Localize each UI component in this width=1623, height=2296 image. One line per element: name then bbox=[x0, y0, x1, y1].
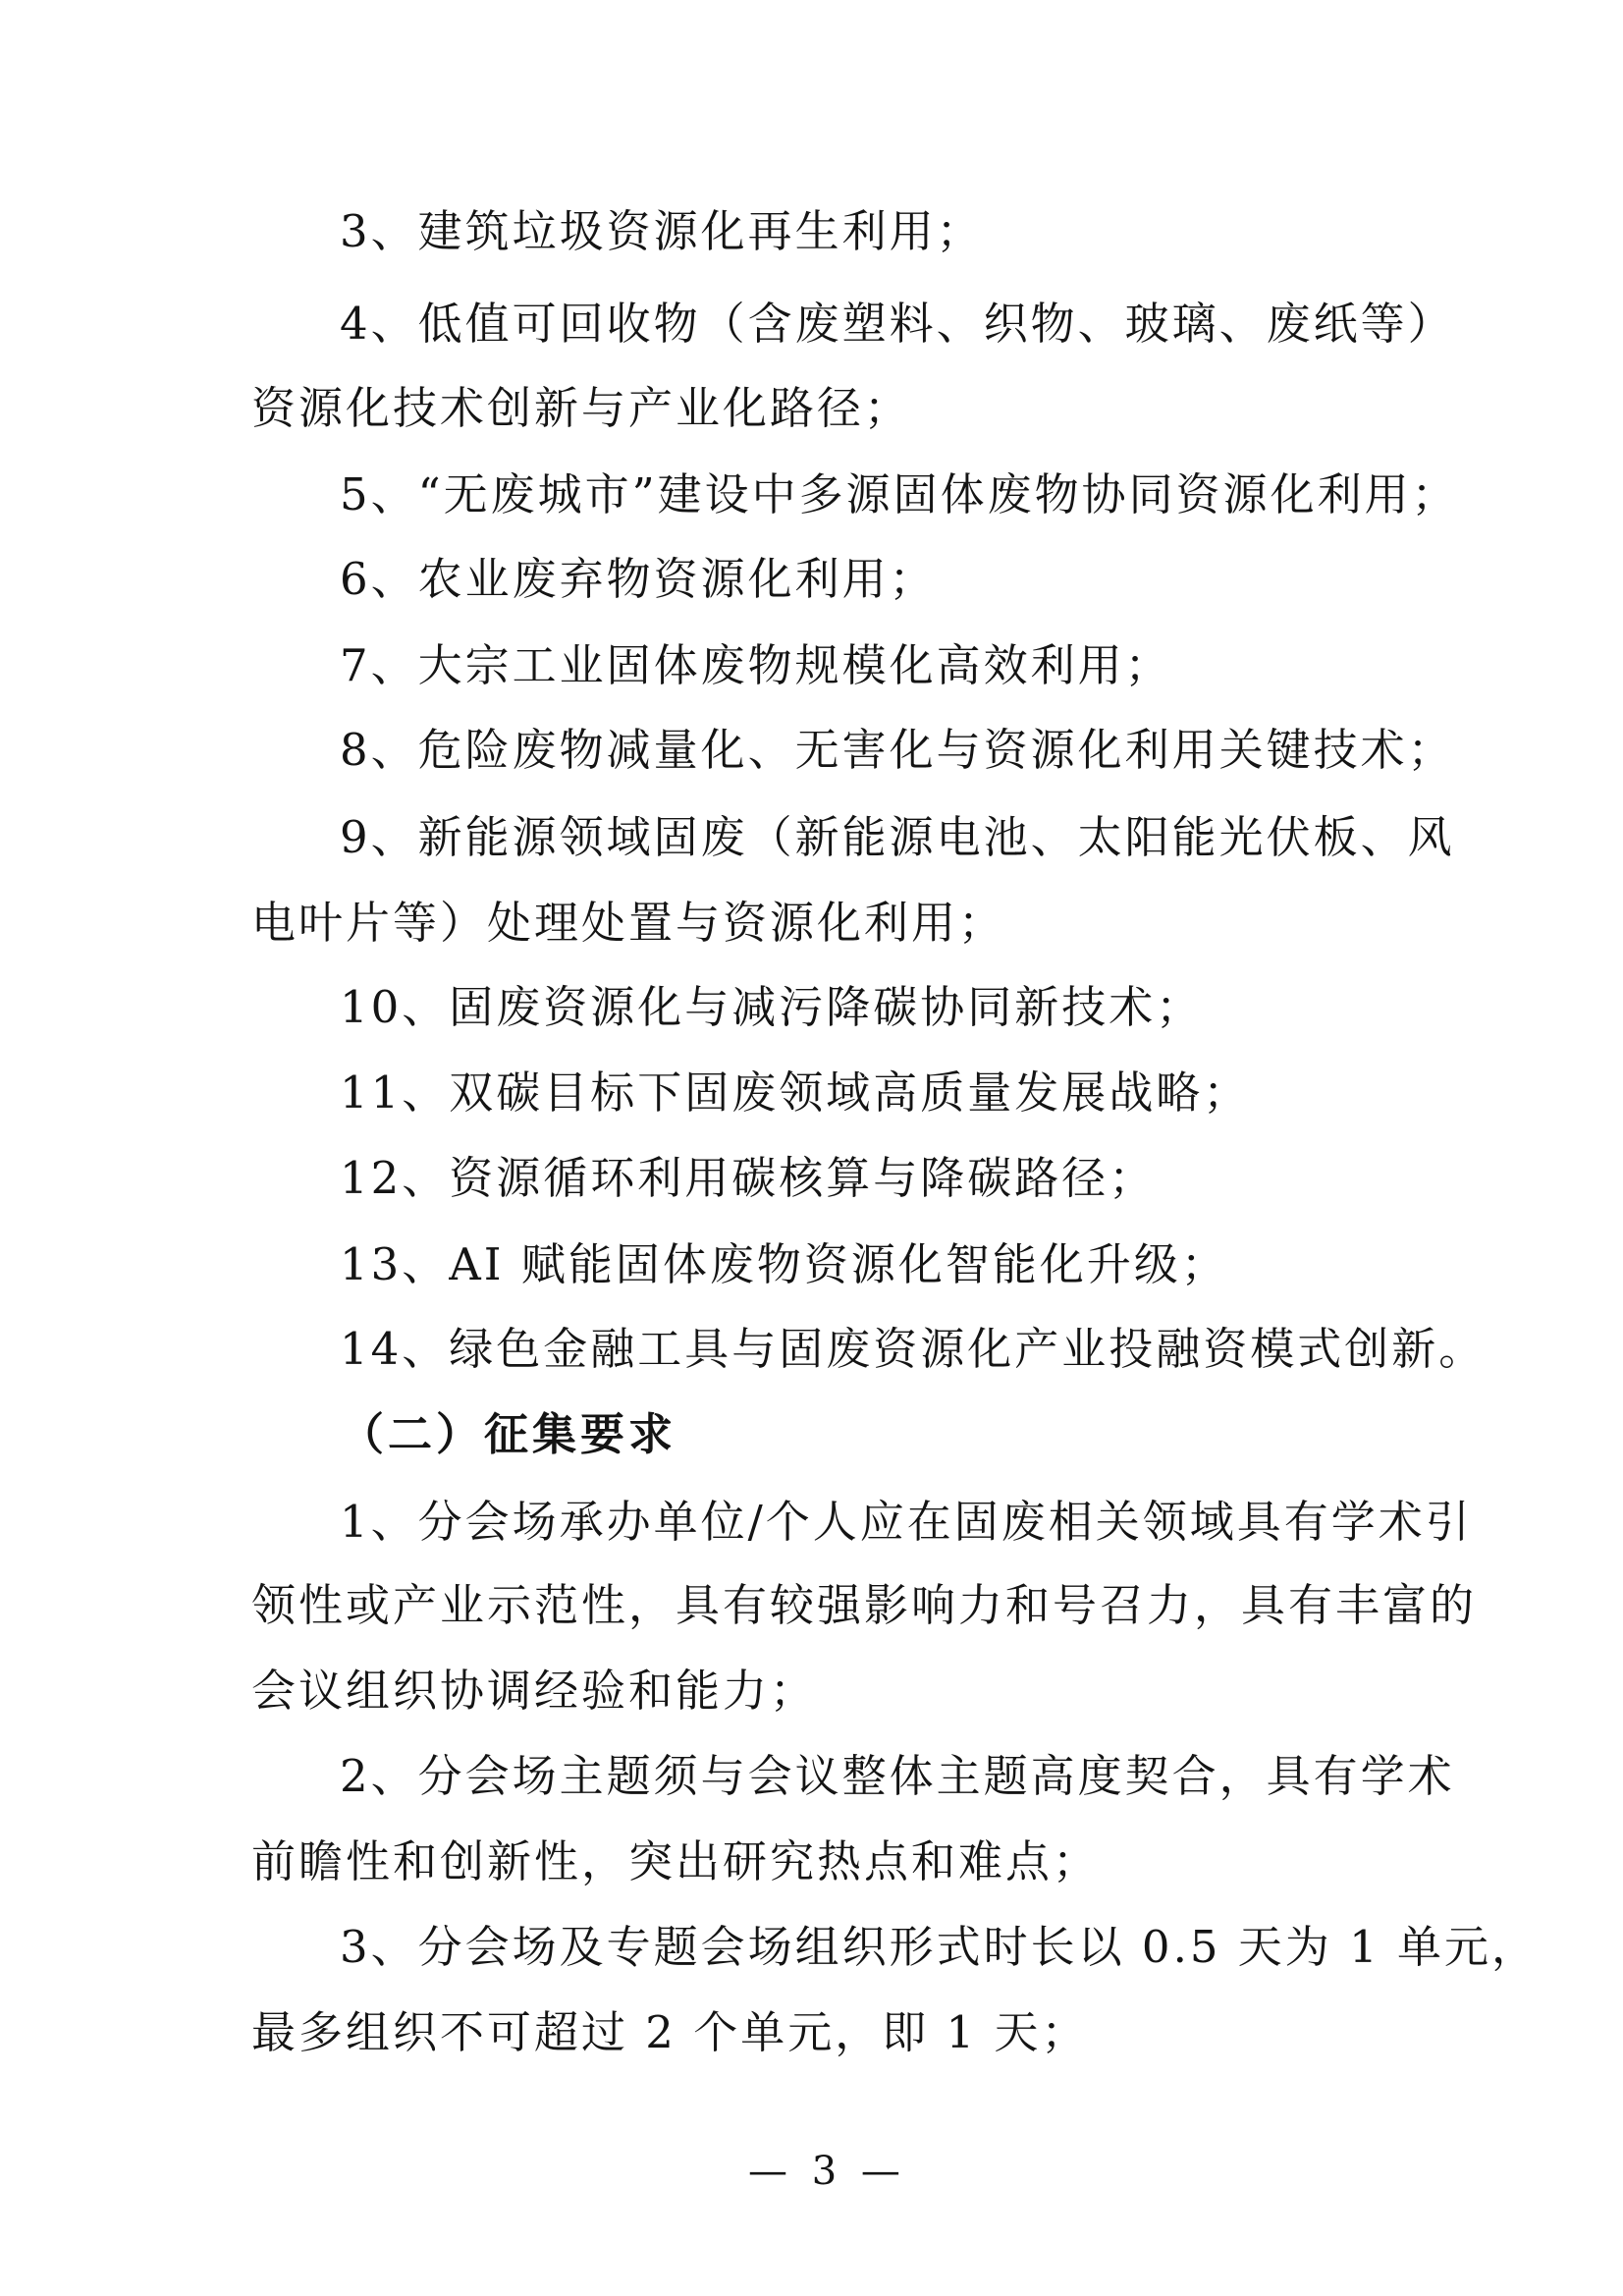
list-item-3: 3、建筑垃圾资源化再生利用； bbox=[340, 205, 984, 257]
list-item-4-line-1: 4、低值可回收物（含废塑料、织物、玻璃、废纸等） bbox=[340, 298, 1455, 350]
requirement-3-line-1: 3、分会场及专题会场组织形式时长以 0.5 天为 1 单元， bbox=[340, 1921, 1540, 1973]
list-item-5: 5、“无废城市”建设中多源固体废物协同资源化利用； bbox=[340, 468, 1459, 520]
list-item-12: 12、资源循环利用碳核算与降碳路径； bbox=[340, 1152, 1157, 1204]
list-item-9-line-1: 9、新能源领域固废（新能源电池、太阳能光伏板、风 bbox=[340, 811, 1455, 863]
list-item-11: 11、双碳目标下固废领域高质量发展战略； bbox=[340, 1066, 1251, 1119]
page-number: — 3 — bbox=[748, 2149, 906, 2194]
list-item-14: 14、绿色金融工具与固废资源化产业投融资模式创新。 bbox=[340, 1323, 1487, 1375]
list-item-4-line-2: 资源化技术创新与产业化路径； bbox=[251, 382, 912, 434]
requirement-3-line-2: 最多组织不可超过 2 个单元，即 1 天； bbox=[251, 2006, 1089, 2058]
requirement-1-line-3: 会议组织协调经验和能力； bbox=[251, 1665, 818, 1717]
requirement-2-line-2: 前瞻性和创新性，突出研究热点和难点； bbox=[251, 1835, 1101, 1887]
requirement-2-line-1: 2、分会场主题须与会议整体主题高度契合，具有学术 bbox=[340, 1750, 1455, 1802]
requirement-1-line-2: 领性或产业示范性，具有较强影响力和号召力，具有丰富的 bbox=[251, 1579, 1478, 1631]
list-item-7: 7、大宗工业固体废物规模化高效利用； bbox=[340, 639, 1172, 691]
list-item-6: 6、农业废弃物资源化利用； bbox=[340, 553, 937, 605]
list-item-9-line-2: 电叶片等）处理处置与资源化利用； bbox=[251, 897, 1006, 949]
list-item-13: 13、AI 赋能固体废物资源化智能化升级； bbox=[340, 1238, 1228, 1290]
requirement-1-line-1: 1、分会场承办单位/个人应在固废相关领域具有学术引 bbox=[340, 1496, 1473, 1548]
list-item-10: 10、固废资源化与减污降碳协同新技术； bbox=[340, 981, 1204, 1033]
section-heading: （二）征集要求 bbox=[340, 1408, 677, 1460]
list-item-8: 8、危险废物减量化、无害化与资源化利用关键技术； bbox=[340, 724, 1455, 776]
